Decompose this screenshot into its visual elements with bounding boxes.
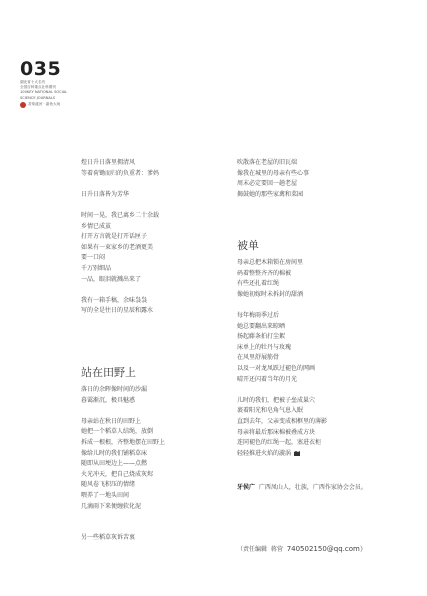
editor-label: （责任编辑 xyxy=(237,546,268,553)
masthead-line: SCIENCE JOURNALS xyxy=(20,95,56,100)
poem-line: 码着整整齐齐的棉被 xyxy=(237,269,292,277)
poem-line: 以及一对龙凤跃过褪色的网画 xyxy=(237,364,316,372)
poem-line: 扬起藤条拍打尘絮 xyxy=(237,333,286,341)
poem-line: 如果有一束家乡的老酒更美 xyxy=(81,243,154,251)
poem-line: 她把一个稻草人结绳，放倒 xyxy=(81,428,154,436)
poem-continuation-right xyxy=(237,158,309,200)
poem-line: 一品，眼泪就溅出来了 xyxy=(81,275,142,283)
poem-line: 乡情已成茧 xyxy=(81,222,112,230)
page-number: 035 xyxy=(20,58,62,80)
poem-line: 落日的余晖像时间的沙漏 xyxy=(81,386,148,393)
poem-continuation-left xyxy=(81,158,159,317)
poem-body-standing-in-fields xyxy=(81,385,165,544)
poem-line: 要一口闷 xyxy=(81,254,106,262)
poem-line: 随即从田埂边上——点燃 xyxy=(81,460,148,468)
poem-line: 吹散落在老屋的旧瓦端 xyxy=(237,159,298,166)
end-mark-icon xyxy=(294,451,300,456)
poem-line: 直到去年，父亲变成相框里的薄影 xyxy=(237,417,328,425)
poem-title: 被单 xyxy=(237,239,259,252)
editor-email: 740502150@qq.com） xyxy=(286,545,367,553)
poem-line: 轻轻推进火焰的漩涡 xyxy=(237,449,327,460)
poem-line: 揭鼓她的那些家禽和菜园 xyxy=(237,190,304,198)
poem-line: 像她初嫁时未拆封的甜酒 xyxy=(237,290,304,298)
poem-line: 我有一箱手稿，余味袅袅 xyxy=(81,296,148,304)
poem-line: 日升日落皆为芳华 xyxy=(81,190,130,198)
stanza-gap xyxy=(237,385,327,396)
poem-line: 儿时的我们，把被子垒成巢穴 xyxy=(237,396,316,404)
poem-line: 她总要翻出来晾晒 xyxy=(237,322,286,330)
poem-line: 喂养了一地头田间 xyxy=(81,491,130,499)
poem-line: 几滴雨下来便缠软化泥 xyxy=(81,502,142,510)
poem-line: 晴开还闪着当年的月光 xyxy=(237,375,298,383)
publisher-name: 香象渡河 · 嘉鱼大场 xyxy=(28,102,61,107)
poem-line: 时间一晃，我已离乡二十余载 xyxy=(81,211,160,219)
stanza-gap xyxy=(237,300,327,311)
editor-credit xyxy=(237,544,367,554)
poem-line: 写的全是往日的星辰和露水 xyxy=(81,307,154,315)
editor-name: 蒋营 xyxy=(270,546,283,553)
poem-line: 有些还扎着红绳 xyxy=(237,280,280,288)
poem-line: 床单上的牡丹与玫瑰 xyxy=(237,343,292,351)
poem-line: 像我在城里的母亲有些心事 xyxy=(237,169,310,177)
publisher-logo-icon xyxy=(20,102,26,108)
author-description: 广西凤山人，壮族，广西作家协会会员。 xyxy=(258,484,367,491)
poem-line: 在风里舒展筋骨 xyxy=(237,354,280,362)
poem-line: 煜日升日落里拥清风 xyxy=(81,159,136,166)
poem-line: 等着荷锄而归的负重者：爹妈 xyxy=(81,169,160,177)
poem-line: 打开方言就是打开话匣子 xyxy=(81,233,148,241)
stanza-gap xyxy=(81,179,159,190)
poem-line: 像给儿时的我们铺稻草床 xyxy=(81,449,148,457)
poem-line: 母亲将最后那床棉被叠成方块 xyxy=(237,428,316,436)
stanza-gap xyxy=(81,523,165,534)
poem-line: 每年梅雨季过后 xyxy=(237,311,280,319)
poem-line: 母亲站在秋日的田野上 xyxy=(81,417,142,425)
poem-line: 拆成一根根，齐整地摆在田野上 xyxy=(81,438,166,446)
poem-body-bedsheet xyxy=(237,258,327,459)
stanza-gap xyxy=(81,200,159,211)
poem-line: 母亲总把木箱锁在房间里 xyxy=(237,259,304,266)
author-name: 牙侯广 xyxy=(237,484,256,491)
masthead-line: 100KEY NATIONAL SOCIAL xyxy=(20,90,68,95)
poem-line: 暮霭渐沉，极具魅惑 xyxy=(81,396,136,404)
poem-line: 火光冲天，把自己烧成灰烬 xyxy=(81,470,154,478)
publisher-row xyxy=(20,102,80,108)
stanza-gap xyxy=(81,512,165,523)
poem-line: 连同褪色的红绳一起，塞进衣柜 xyxy=(237,439,322,447)
poem-line: 周末必定要回一趟老屋 xyxy=(237,180,298,188)
poem-line: 另一些稻草灰诉苦衷 xyxy=(81,534,136,542)
poem-line: 裹着阳光和皂角气息入眠 xyxy=(237,407,304,415)
poem-line: 随风卷飞积压的情绪 xyxy=(81,481,136,489)
journal-masthead xyxy=(20,80,80,108)
author-bio xyxy=(237,483,399,493)
stanza-gap xyxy=(81,285,159,296)
stanza-gap xyxy=(81,406,165,417)
masthead-line: 湖北省十大名刊 xyxy=(20,80,46,84)
masthead-line: 全国百种重点社科期刊 xyxy=(20,85,56,90)
poem-title: 站在田野上 xyxy=(81,366,136,379)
poem-line: 千万别细品 xyxy=(81,264,112,272)
